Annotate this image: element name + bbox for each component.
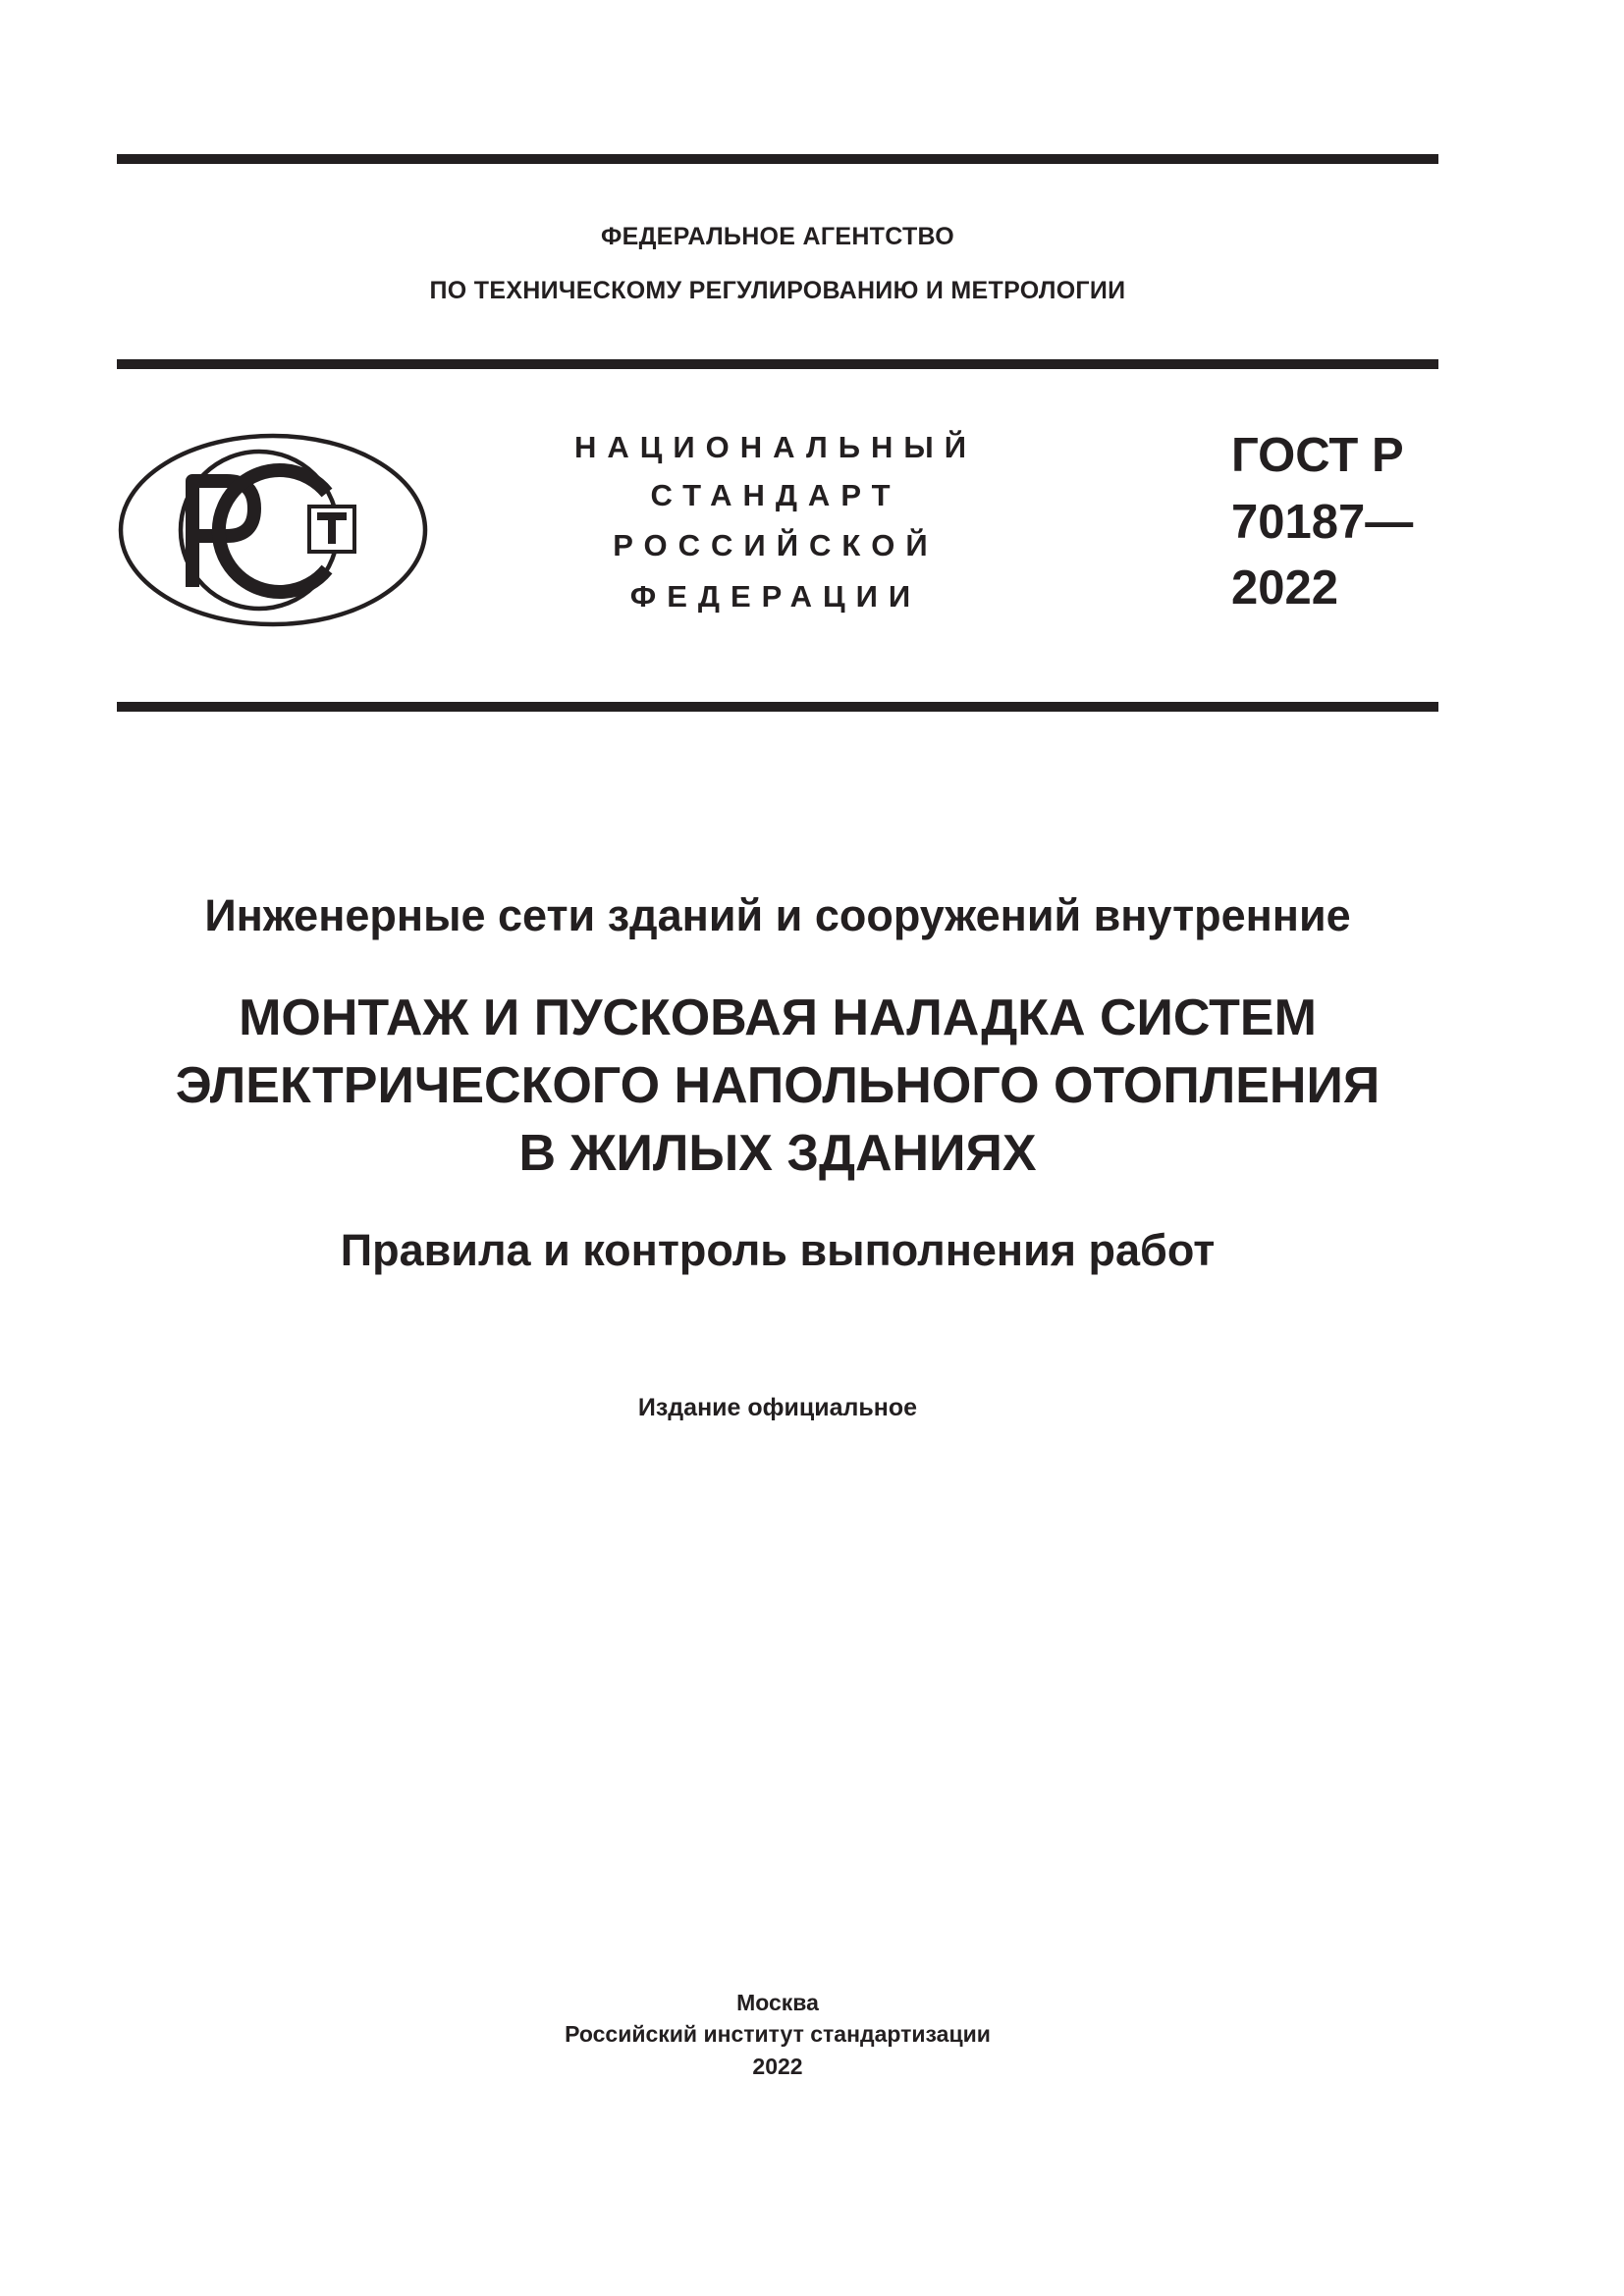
document-title-line-3: В ЖИЛЫХ ЗДАНИЯХ [518,1125,1037,1182]
rst-certification-mark-icon [117,432,429,628]
standard-type-line-4: ФЕДЕРАЦИИ [629,579,922,614]
standard-type-line-1: НАЦИОНАЛЬНЫЙ [573,430,978,464]
agency-name-line-2: ПО ТЕХНИЧЕСКОМУ РЕГУЛИРОВАНИЮ И МЕТРОЛОГИИ [429,277,1126,304]
document-title-line-2: ЭЛЕКТРИЧЕСКОГО НАПОЛЬНОГО ОТОПЛЕНИЯ [175,1057,1380,1114]
standard-type-line-3: РОССИЙСКОЙ [613,528,939,562]
top-divider [117,154,1438,164]
document-subtitle: Правила и контроль выполнения работ [340,1225,1216,1275]
document-subject: Инженерные сети зданий и сооружений внутренние [204,890,1351,940]
designation-line-1: ГОСТ Р [1231,429,1404,482]
imprint-publisher: Российский институт стандартизации [565,2021,991,2047]
edition-note: Издание официальное [637,1394,918,1421]
standard-type-line-2: СТАНДАРТ [650,478,901,512]
designation-line-2: 70187— [1231,496,1414,549]
header-divider [117,359,1438,369]
imprint-year: 2022 [752,2054,803,2079]
designation-line-3: 2022 [1231,561,1339,614]
agency-name-line-1: ФЕДЕРАЛЬНОЕ АГЕНТСТВО [600,223,955,250]
imprint-city: Москва [736,1990,819,2015]
header-bottom-divider [117,702,1438,712]
document-title-line-1: МОНТАЖ И ПУСКОВАЯ НАЛАДКА СИСТЕМ [239,989,1317,1046]
